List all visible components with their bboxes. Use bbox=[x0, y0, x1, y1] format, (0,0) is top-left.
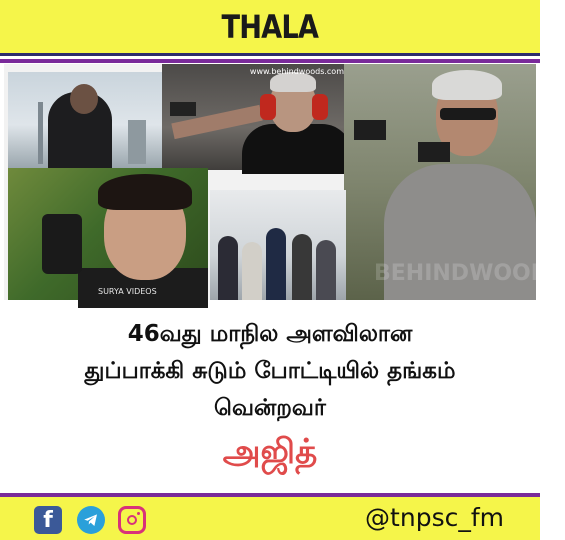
hair-shape bbox=[432, 70, 502, 100]
pistol-icon bbox=[354, 120, 386, 140]
header-divider bbox=[0, 59, 540, 63]
header-banner bbox=[0, 0, 540, 56]
photo-event-crowd bbox=[210, 190, 346, 300]
crowd-figure bbox=[266, 228, 286, 300]
instagram-icon[interactable] bbox=[118, 506, 146, 534]
pistol-icon bbox=[418, 142, 450, 162]
photo-caption: SURYA VIDEOS bbox=[98, 287, 157, 296]
person-name: அஜித் bbox=[222, 432, 318, 472]
crowd-figure bbox=[292, 234, 312, 300]
page-title: THALA bbox=[221, 7, 319, 46]
building-shape bbox=[128, 120, 146, 164]
headline-line-2: துப்பாக்கி சுடும் போட்டியில் தங்கம் bbox=[84, 358, 456, 384]
facebook-icon[interactable]: f bbox=[34, 506, 62, 534]
headline bbox=[0, 316, 540, 427]
telegram-icon[interactable] bbox=[77, 506, 105, 534]
crowd-figure bbox=[316, 240, 336, 300]
sunglasses-icon bbox=[440, 108, 496, 120]
telegram-plane-icon bbox=[82, 511, 100, 529]
pistol-icon bbox=[170, 102, 196, 116]
photo-city-skyline bbox=[8, 72, 164, 168]
camera-lens-icon bbox=[127, 515, 137, 525]
photo-grey-shooter bbox=[344, 64, 565, 300]
crowd-figure bbox=[218, 236, 238, 300]
social-handle[interactable]: @tnpsc_fm bbox=[365, 503, 504, 532]
headline-line-1: 46வது மாநில அளவிலான bbox=[127, 321, 413, 347]
footer-bar bbox=[0, 497, 540, 540]
headline-line-3: வென்றவர் bbox=[214, 395, 326, 421]
tower-shape bbox=[38, 102, 43, 164]
pistol-icon bbox=[42, 214, 82, 274]
crowd-figure bbox=[242, 242, 262, 300]
hair-shape bbox=[98, 174, 192, 210]
camera-dot-icon bbox=[137, 512, 140, 515]
ear-protector-right bbox=[312, 94, 328, 120]
photo-shooting-range bbox=[162, 64, 348, 170]
photo-collage bbox=[4, 64, 565, 300]
watermark: www.behindwoods.com bbox=[249, 67, 344, 76]
background-watermark: BEHINDWOODS bbox=[374, 261, 565, 286]
ear-protector-left bbox=[260, 94, 276, 120]
person-head bbox=[70, 84, 98, 114]
photo-green-closeup bbox=[8, 168, 208, 300]
